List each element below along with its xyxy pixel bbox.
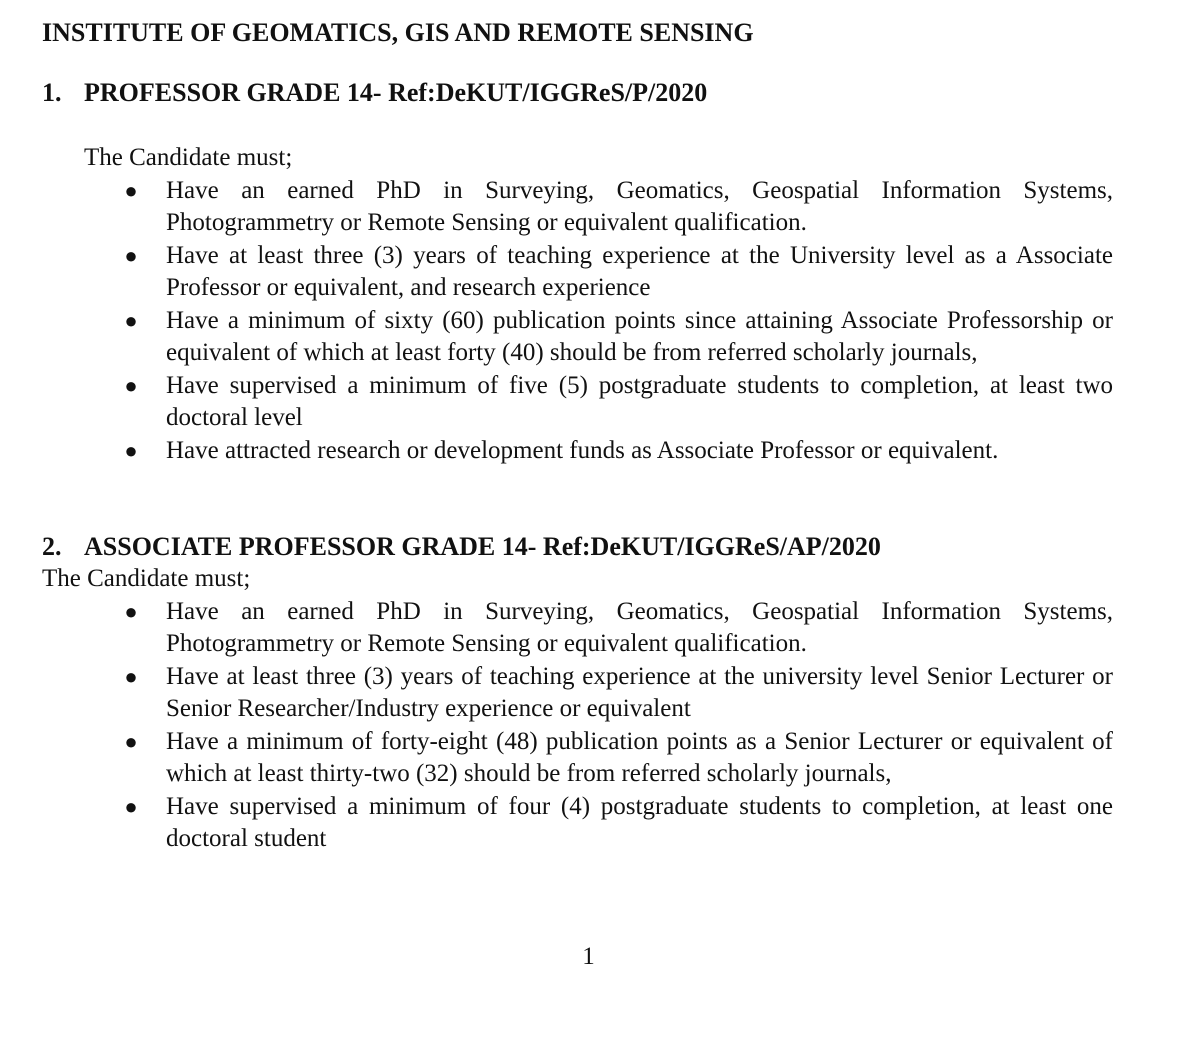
bullet-icon: ● <box>124 794 138 819</box>
bullet-icon: ● <box>124 373 138 398</box>
list-item-text: Have supervised a minimum of five (5) postgraduate students to completion, at least two doctoral level <box>166 372 1113 431</box>
list-item <box>0 305 1113 368</box>
list-item-text: Have a minimum of sixty (60) publication points since attaining Associate Professorship or equivalent of which at least forty (40) should be from referred scholarly journals, <box>166 307 1113 366</box>
list-item-text: Have at least three (3) years of teaching experience at the university level Senior Lecturer or Senior Researcher/Industry experience or equivalent <box>166 663 1113 722</box>
list-item <box>0 791 1113 854</box>
list-item <box>0 596 1113 659</box>
list-item <box>0 435 1113 467</box>
list-item-text: Have at least three (3) years of teaching experience at the University level as a Associate Professor or equivalent, and research experience <box>166 242 1113 301</box>
list-item <box>0 175 1113 238</box>
section-2-heading <box>42 531 881 563</box>
bullet-icon: ● <box>124 664 138 689</box>
section-2-requirements-list <box>0 596 1113 856</box>
bullet-icon: ● <box>124 438 138 463</box>
section-2-intro: The Candidate must; <box>42 565 251 592</box>
page-number: 1 <box>582 943 595 970</box>
section-2-number: 2. <box>42 532 62 561</box>
list-item <box>0 240 1113 303</box>
bullet-icon: ● <box>124 599 138 624</box>
list-item <box>0 661 1113 724</box>
bullet-icon: ● <box>124 308 138 333</box>
list-item <box>0 370 1113 433</box>
bullet-icon: ● <box>124 729 138 754</box>
institute-title: INSTITUTE OF GEOMATICS, GIS AND REMOTE SENSING <box>42 18 754 47</box>
section-1-requirements-list <box>0 175 1113 469</box>
list-item-text: Have a minimum of forty-eight (48) publication points as a Senior Lecturer or equivalent of which at least thirty-two (32) should be from referred scholarly journals, <box>166 728 1113 787</box>
list-item-text: Have supervised a minimum of four (4) postgraduate students to completion, at least one doctoral student <box>166 793 1113 852</box>
list-item <box>0 726 1113 789</box>
bullet-icon: ● <box>124 243 138 268</box>
section-1-number: 1. <box>42 78 62 107</box>
section-1-intro: The Candidate must; <box>84 144 293 171</box>
section-2-title: ASSOCIATE PROFESSOR GRADE 14- Ref:DeKUT/IGGReS/AP/2020 <box>84 532 881 561</box>
list-item-text: Have an earned PhD in Surveying, Geomatics, Geospatial Information Systems, Photogrammetry or Remote Sensing or equivalent qualification. <box>166 598 1113 657</box>
section-1-title: PROFESSOR GRADE 14- Ref:DeKUT/IGGReS/P/2020 <box>84 78 708 107</box>
list-item-text: Have an earned PhD in Surveying, Geomatics, Geospatial Information Systems, Photogrammetry or Remote Sensing or equivalent qualification. <box>166 177 1113 236</box>
list-item-text: Have attracted research or development funds as Associate Professor or equivalent. <box>166 437 999 464</box>
section-1-heading <box>42 77 707 109</box>
bullet-icon: ● <box>124 178 138 203</box>
